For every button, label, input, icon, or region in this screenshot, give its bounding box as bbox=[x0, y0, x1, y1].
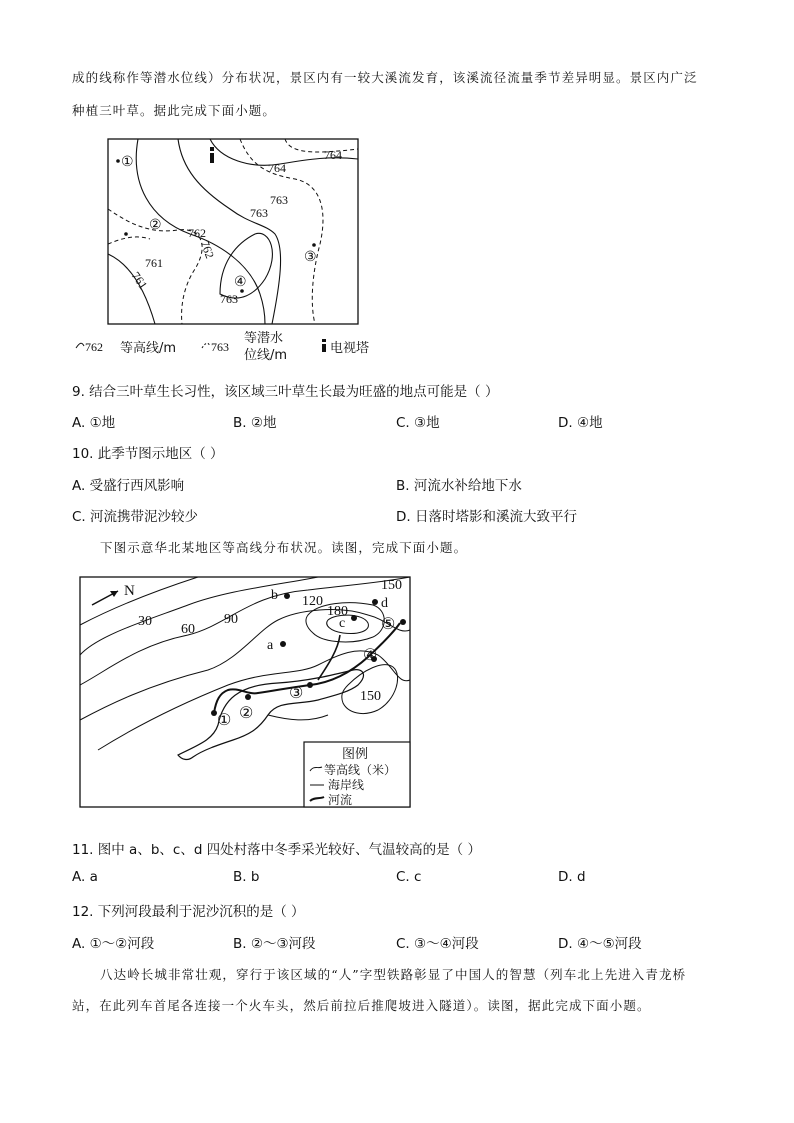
question-12-stem: 12. 下列河段最利于泥沙沉积的是（ ） bbox=[72, 904, 305, 920]
legend-tower-label: 电视塔 bbox=[330, 341, 370, 356]
village-label: b bbox=[271, 588, 278, 603]
river-point-label: ⑤ bbox=[381, 616, 396, 633]
river-point-label: ③ bbox=[289, 685, 304, 702]
intro-3-line-1: 八达岭长城非常壮观，穿行于该区域的“人”字型铁路彰显了中国人的智慧（列车北上先进入青龙桥 bbox=[100, 967, 687, 982]
map2-label: 150 bbox=[360, 689, 381, 704]
map2-label: 180 bbox=[327, 604, 348, 619]
q9-option-a[interactable]: A. ①地 bbox=[72, 415, 116, 431]
legend-coast-label: 海岸线 bbox=[328, 778, 365, 792]
intro-3-line-2: 站，在此列车首尾各连接一个火车头，然后前拉后推爬坡进入隧道）。读图，据此完成下面小题。 bbox=[72, 998, 651, 1013]
legend-contour-sample bbox=[74, 336, 116, 354]
q11-option-b[interactable]: B. b bbox=[233, 869, 260, 885]
village-dot bbox=[280, 641, 286, 647]
legend-water-label-2: 位线/m bbox=[244, 348, 288, 363]
map1-label: 761 bbox=[128, 269, 151, 292]
river-point-label: ④ bbox=[363, 647, 378, 664]
map1-label: 762 bbox=[197, 238, 218, 261]
question-10-stem: 10. 此季节图示地区（ ） bbox=[72, 446, 224, 462]
river-point-label: ① bbox=[217, 712, 232, 729]
map2-label: 30 bbox=[138, 614, 152, 629]
q9-option-c[interactable]: C. ③地 bbox=[396, 415, 440, 431]
q10-option-c[interactable]: C. 河流携带泥沙较少 bbox=[72, 509, 199, 525]
contour-water-table-map bbox=[100, 134, 390, 359]
q11-option-a[interactable]: A. a bbox=[72, 869, 98, 885]
river-point-dot bbox=[307, 682, 313, 688]
village-label: d bbox=[381, 596, 388, 611]
q12-option-d[interactable]: D. ④～⑤河段 bbox=[558, 936, 642, 952]
point-dot bbox=[312, 243, 316, 247]
intro-line-2: 种植三叶草。据此完成下面小题。 bbox=[72, 103, 277, 118]
point-dot bbox=[116, 159, 120, 163]
river-point-label: ② bbox=[239, 705, 254, 722]
north-label: N bbox=[124, 583, 135, 599]
tv-tower-icon bbox=[322, 339, 326, 351]
question-9-stem: 9. 结合三叶草生长习性，该区域三叶草生长最为旺盛的地点可能是（ ） bbox=[72, 384, 499, 400]
question-11-stem: 11. 图中 a、b、c、d 四处村落中冬季采光较好、气温较高的是（ ） bbox=[72, 842, 481, 858]
tv-tower-icon bbox=[210, 147, 214, 163]
map1-label: 763 bbox=[270, 193, 288, 207]
map2-label: 60 bbox=[181, 622, 195, 637]
point-dot bbox=[124, 232, 128, 236]
village-dot bbox=[372, 599, 378, 605]
village-dot bbox=[284, 593, 290, 599]
legend-contour-label: 等高线/m bbox=[120, 341, 177, 356]
point-label: ④ bbox=[234, 275, 247, 290]
legend-river-label: 河流 bbox=[328, 793, 353, 807]
point-label: ③ bbox=[304, 250, 317, 265]
q12-option-c[interactable]: C. ③～④河段 bbox=[396, 936, 479, 952]
q9-option-d[interactable]: D. ④地 bbox=[558, 415, 603, 431]
legend-water-label-1: 等潜水 bbox=[244, 331, 284, 346]
point-label: ① bbox=[121, 155, 134, 170]
q12-option-a[interactable]: A. ①～②河段 bbox=[72, 936, 155, 952]
intro-2: 下图示意华北某地区等高线分布状况。读图，完成下面小题。 bbox=[100, 540, 468, 555]
north-china-contour-map bbox=[78, 575, 413, 811]
village-dot bbox=[351, 615, 357, 621]
q9-option-b[interactable]: B. ②地 bbox=[233, 415, 277, 431]
svg-text:763: 763 bbox=[211, 340, 229, 354]
map1-label: 762 bbox=[188, 226, 206, 240]
point-label: ② bbox=[149, 218, 162, 233]
svg-text:762: 762 bbox=[85, 340, 103, 354]
map2-label: 90 bbox=[224, 612, 238, 627]
map1-label: 764 bbox=[324, 148, 342, 162]
map1-label: 761 bbox=[145, 256, 163, 270]
intro-line-1: 成的线称作等潜水位线）分布状况，景区内有一较大溪流发育，该溪流径流量季节差异明显。景区内广泛 bbox=[72, 70, 698, 85]
legend-contour-label: 等高线（米） bbox=[324, 763, 397, 777]
map1-legend bbox=[74, 330, 394, 363]
map1-label: 764 bbox=[268, 161, 286, 175]
q12-option-b[interactable]: B. ②～③河段 bbox=[233, 936, 316, 952]
q11-option-c[interactable]: C. c bbox=[396, 869, 422, 885]
map2-label: 120 bbox=[302, 594, 323, 609]
map2-label: 150 bbox=[381, 578, 402, 593]
river-point-dot bbox=[245, 694, 251, 700]
river-point-dot bbox=[400, 619, 406, 625]
village-label: c bbox=[339, 616, 346, 631]
q11-option-d[interactable]: D. d bbox=[558, 869, 586, 885]
q10-option-d[interactable]: D. 日落时塔影和溪流大致平行 bbox=[396, 509, 577, 525]
map1-label: 763 bbox=[220, 292, 238, 306]
map1-label: 763 bbox=[250, 206, 268, 220]
legend-title: 图例 bbox=[342, 747, 369, 762]
village-label: a bbox=[267, 638, 274, 653]
q10-option-a[interactable]: A. 受盛行西风影响 bbox=[72, 478, 185, 494]
legend-water-sample bbox=[200, 336, 242, 354]
q10-option-b[interactable]: B. 河流水补给地下水 bbox=[396, 478, 522, 494]
